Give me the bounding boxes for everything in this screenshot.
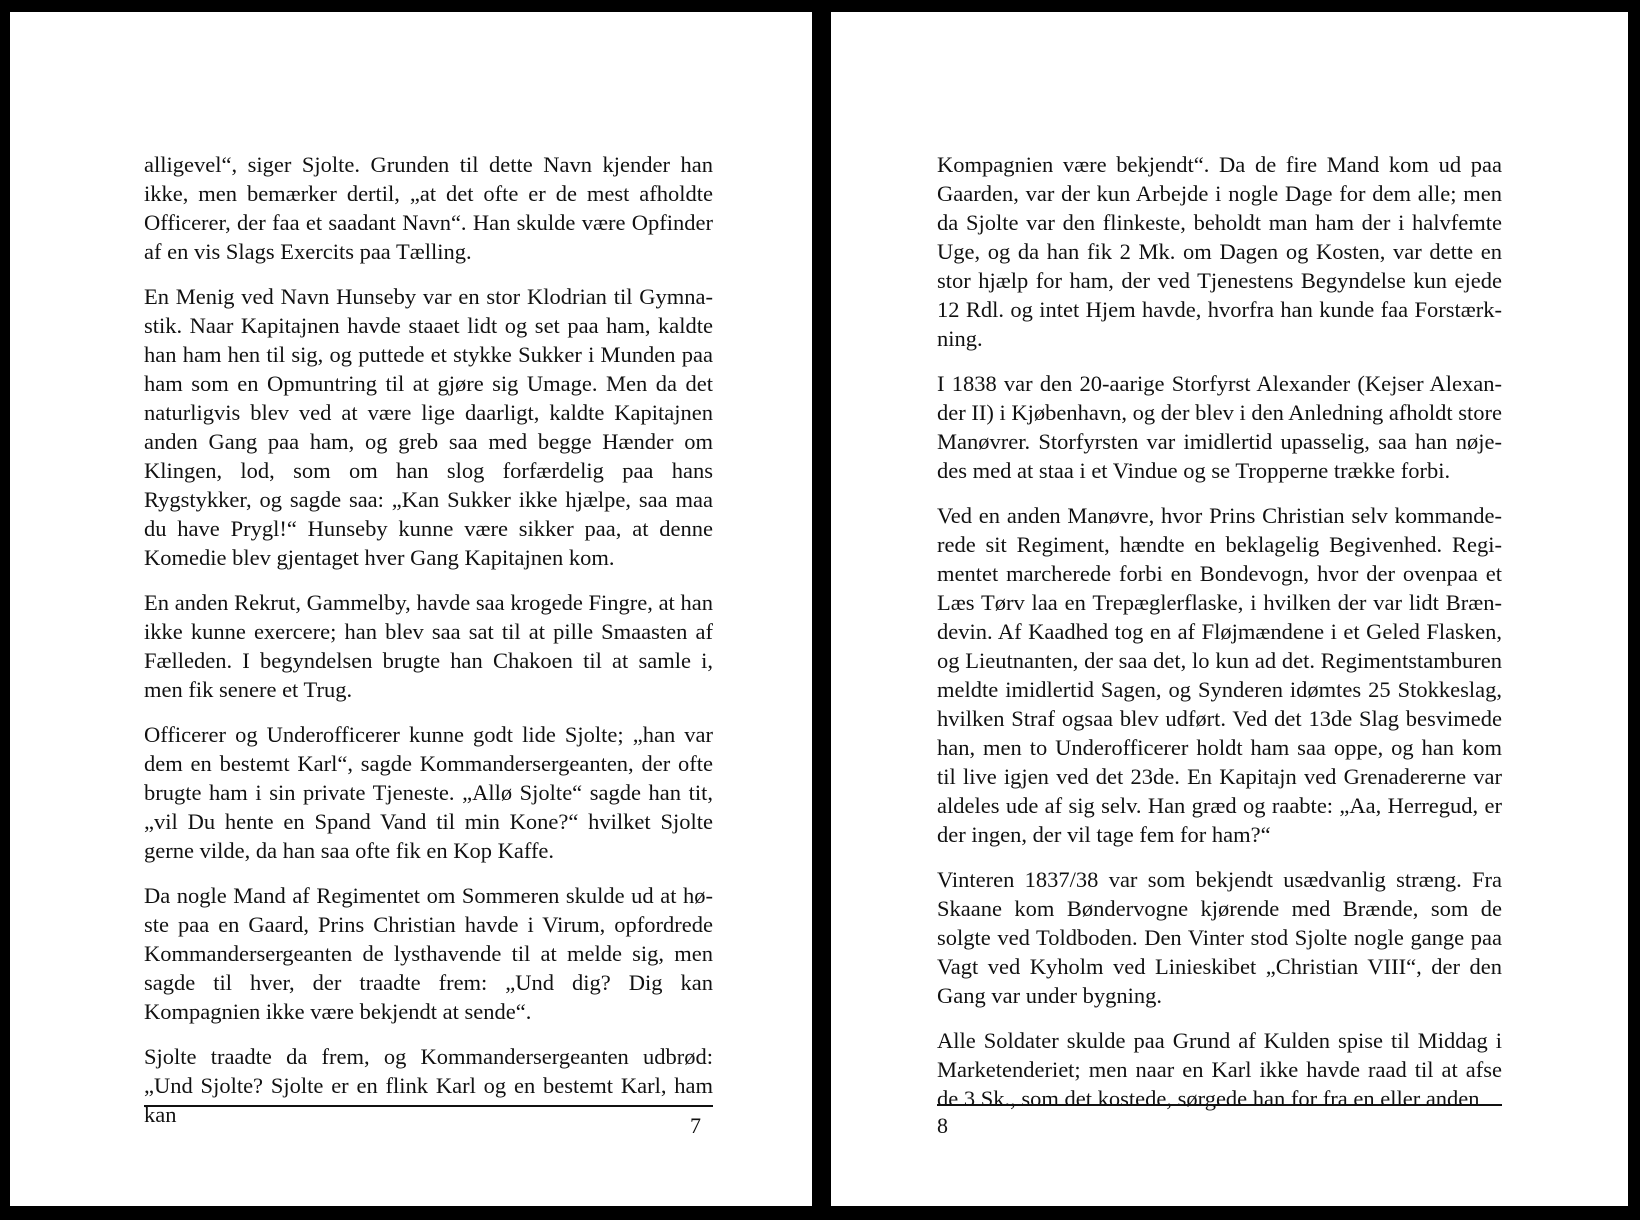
right-page xyxy=(831,12,1628,1206)
left-page xyxy=(10,12,812,1206)
paragraph: I 1838 var den 20-aarige Storfyrst Alexander (Kejser Alexander II) i Kjøbenhavn, og der blev i den Anledning afholdt store Manøvrer. Storfyrsten var imidlertid upasselig, saa han nøjedes med at staa i et Vindue og se Tropperne trække forbi. xyxy=(937,371,1502,483)
page-number: 8 xyxy=(937,1113,948,1138)
paragraph: En Menig ved Navn Hunseby var en stor Klodrian til Gymnastik. Naar Kapitajnen havde staaet lidt og set paa ham, kaldte han ham hen til sig, og puttede et stykke Sukker i Munden paa ham som en Opmuntring til at gjøre sig Umage. Men da det naturligvis blev ved at være lige daarligt, kaldte Kapitajnen anden Gang paa ham, og greb saa med begge Hænder om Klingen, lod, som om han slog forfærdelig paa hans Rygstykker, og sagde saa: „Kan Sukker ikke hjælpe, saa maa du have Prygl!“ Hunseby kunne være sikker paa, at denne Komedie blev gjentaget hver Gang Kapitajnen kom. xyxy=(144,284,713,570)
paragraph: Alle Soldater skulde paa Grund af Kulden spise til Middag i Marketenderiet; men naar en Karl ikke havde raad til at afse de 3 Sk., som det kostede, sørgede han for fra en eller anden xyxy=(937,1028,1502,1111)
paragraph: Sjolte traadte da frem, og Kommandersergeanten udbrød: „Und Sjolte? Sjolte er en flink Karl og en bestemt Karl, ham kan xyxy=(144,1044,713,1127)
footer-rule xyxy=(144,1105,713,1107)
right-page-body xyxy=(937,150,1502,1129)
page-number: 7 xyxy=(690,1113,701,1138)
paragraph: alligevel“, siger Sjolte. Grunden til dette Navn kjender han ikke, men bemærker dertil, „at det ofte er de mest afholdte Officerer, der faa et saadant Navn“. Han skulde være Opfinder af en vis Slags Exercits paa Tælling. xyxy=(144,152,713,264)
paragraph: Da nogle Mand af Regimentet om Sommeren skulde ud at høste paa en Gaard, Prins Christian havde i Virum, opfordrede Kommandersergeanten de lysthavende til at melde sig, men sagde til hver, der traadte frem: „Und dig? Dig kan Kompagnien ikke være bekjendt at sende“. xyxy=(144,883,713,1024)
left-page-body xyxy=(144,150,713,1145)
paragraph: Officerer og Underofficerer kunne godt lide Sjolte; „han var dem en bestemt Karl“, sagde Kommandersergeanten, der ofte brugte ham i sin private Tjeneste. „Allø Sjolte“ sagde han tit, „vil Du hente en Spand Vand til min Kone?“ hvilket Sjolte gerne vilde, da han saa ofte fik en Kop Kaffe. xyxy=(144,722,713,863)
paragraph: Vinteren 1837/38 var som bekjendt usædvanlig stræng. Fra Skaane kom Bøndervogne kjørende med Brænde, som de solgte ved Toldboden. Den Vinter stod Sjolte nogle gange paa Vagt ved Kyholm ved Linieskibet „Christian VIII“, der den Gang var under bygning. xyxy=(937,867,1502,1008)
paragraph: En anden Rekrut, Gammelby, havde saa krogede Fingre, at han ikke kunne exercere; han blev saa sat til at pille Smaasten af Fælleden. I begyndelsen brugte han Chakoen til at samle i, men fik senere et Trug. xyxy=(144,590,713,702)
footer-rule xyxy=(937,1104,1502,1106)
paragraph: Kompagnien være bekjendt“. Da de fire Mand kom ud paa Gaarden, var der kun Arbejde i nogle Dage for dem alle; men da Sjolte var den flinkeste, beholdt man ham der i halvfemte Uge, og da han fik 2 Mk. om Dagen og Kosten, var dette en stor hjælp for ham, der ved Tjenestens Begyndelse kun ejede 12 Rdl. og intet Hjem havde, hvorfra han kunde faa Forstærkning. xyxy=(937,152,1502,351)
paragraph: Ved en anden Manøvre, hvor Prins Christian selv kommanderede sit Regiment, hændte en beklagelig Begivenhed. Regimentet marcherede forbi en Bondevogn, hvor der ovenpaa et Læs Tørv laa en Trepæglerflaske, i hvilken der var lidt Brændevin. Af Kaadhed tog en af Fløjmændene i et Geled Flasken, og Lieutnanten, der saa det, lo kun ad det. Regimentstamburen meldte imidlertid Sagen, og Synderen idømtes 25 Stokkeslag, hvilken Straf ogsaa blev udført. Ved det 13de Slag besvimede han, men to Underofficerer holdt ham saa oppe, og han kom til live igjen ved det 23de. En Kapitajn ved Grenadererne var aldeles ude af sig selv. Han græd og raabte: „Aa, Herregud, er der ingen, der vil tage fem for ham?“ xyxy=(937,503,1502,847)
